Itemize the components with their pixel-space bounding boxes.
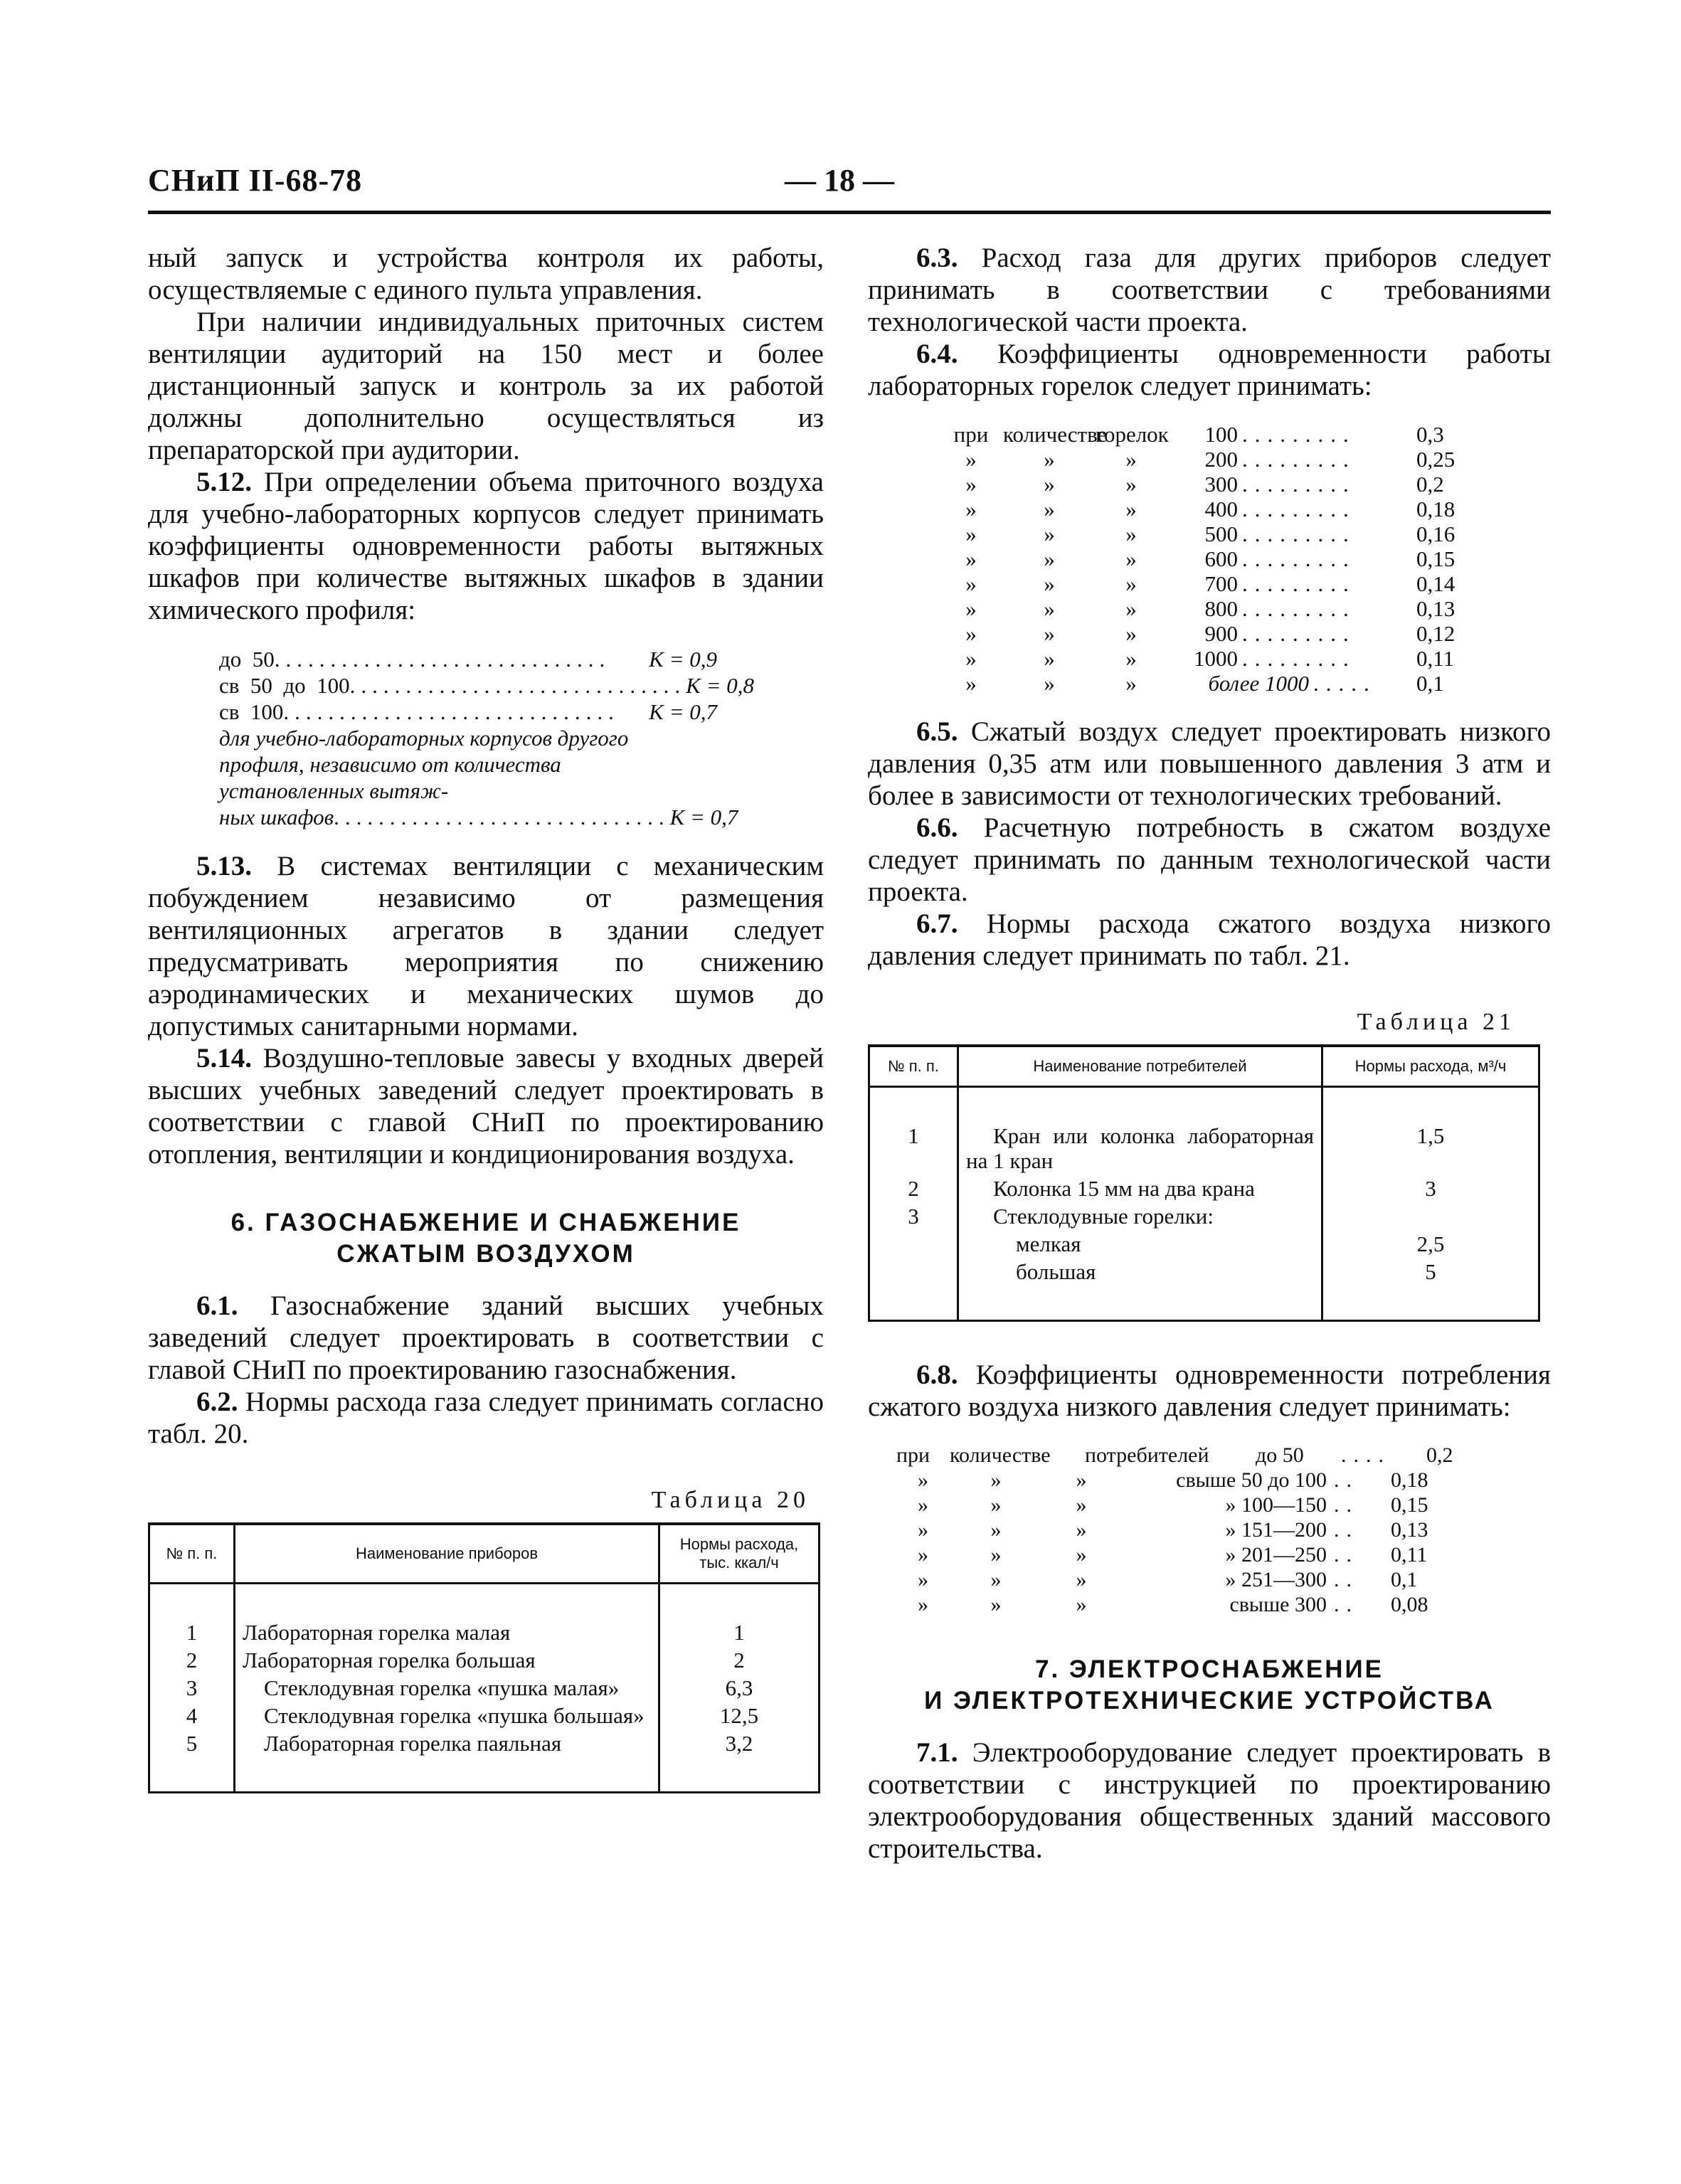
list-word: » [1044, 497, 1055, 521]
list-word: при [953, 422, 989, 447]
list-word: » [918, 1543, 928, 1567]
coef-value: 0,13 [1391, 1518, 1428, 1542]
list-word: » [918, 1518, 928, 1542]
list-word: » [1044, 546, 1055, 571]
table-row [149, 1584, 820, 1647]
page-number: — 18 — [785, 163, 894, 198]
clause-text: Сжатый воздух следует проектировать низкого давления 0,35 атм или повышенного давления 3 атм и более в зависимости от технологических требований. [868, 716, 1551, 811]
table-row [149, 1674, 820, 1702]
list-word: » [965, 571, 977, 596]
section-7-heading [868, 1654, 1551, 1717]
list-word: » [1076, 1593, 1087, 1616]
list-count: 400 [1204, 497, 1238, 521]
list-word: » [1044, 472, 1055, 497]
paragraph-6-2 [148, 1386, 824, 1450]
row-number: 2 [908, 1176, 919, 1201]
row-value: 2 [659, 1646, 820, 1674]
paragraph-5-12 [148, 466, 824, 626]
clause-number: 6.8. [916, 1359, 958, 1390]
list-word: » [990, 1493, 1002, 1517]
coef-value: 0,2 [1416, 472, 1444, 497]
list-count: более 1000 [1208, 671, 1309, 696]
coef-label: св 100 [219, 699, 284, 724]
row-value: 1 [659, 1584, 820, 1647]
list-count: 500 [1204, 521, 1238, 546]
clause-number: 6.1. [196, 1290, 238, 1321]
list-item: при количестве потребителей до 50 .... 0,2 [896, 1443, 1551, 1468]
section-heading-line: 7. ЭЛЕКТРОСНАБЖЕНИЕ [1035, 1655, 1384, 1683]
clause-text: Воздушно-тепловые завесы у входных дверей высших учебных заведений следует проектировать в соответствии с главой СНиП по проектированию отопления, вентиляции и кондиционирования воздуха. [148, 1043, 824, 1170]
list-word: » [1125, 621, 1137, 646]
row-number: 4 [186, 1703, 198, 1728]
list-word: потребителей [1085, 1443, 1209, 1467]
coef-value: 0,15 [1416, 546, 1455, 571]
section-heading-line: СЖАТЫМ ВОЗДУХОМ [336, 1240, 635, 1268]
table-row [149, 1702, 820, 1729]
document-code: СНиП II-68-78 [148, 163, 363, 198]
list-word: » [1125, 521, 1137, 546]
column-header: Нормы расхода, м³/ч [1322, 1046, 1539, 1087]
list-count: 1000 [1194, 646, 1238, 671]
row-value: 2,5 [1322, 1230, 1539, 1258]
list-word: » [918, 1468, 928, 1492]
list-item: » » » свыше 50 до 100 .. 0,18 [896, 1468, 1551, 1493]
list-word: » [1125, 497, 1137, 521]
paragraph-6-4 [868, 338, 1551, 402]
list-word: » [1044, 521, 1055, 546]
coef-value: 0,18 [1416, 497, 1455, 521]
list-word: » [965, 671, 977, 696]
row-value: 12,5 [659, 1702, 820, 1729]
clause-text: При определении объема приточного воздуха для учебно-лабораторных корпусов следует принимать коэффициенты одновременности работы вытяжных шкафов при количестве вытяжных шкафов в здании химического профиля: [148, 467, 824, 625]
list-word: » [965, 497, 977, 521]
list-word: » [965, 472, 977, 497]
table-row [149, 1729, 820, 1793]
row-value: 6,3 [659, 1674, 820, 1702]
clause-number: 5.14. [196, 1043, 252, 1074]
coef-value: 0,3 [1416, 422, 1444, 447]
list-word: » [1044, 596, 1055, 621]
coef-value: 0,11 [1416, 646, 1455, 671]
clause-text: В системах вентиляции с механическим побуждением независимо от размещения вентиляционных агрегатов в здании следует предусматривать мероприятия по снижению аэродинамических и механических шумов до допустимых санитарными нормами. [148, 851, 824, 1041]
paragraph-5-13 [148, 850, 824, 1042]
row-value [1322, 1202, 1539, 1230]
coef-label: ных шкафов [219, 805, 334, 829]
list-count: 100 [1204, 422, 1238, 447]
list-item: » » » 400 ......... 0,18 [939, 497, 1551, 521]
coef-value: 0,12 [1416, 621, 1455, 646]
coef-value: K = 0,9 [649, 647, 717, 672]
list-item: » » » 900 ......... 0,12 [939, 621, 1551, 646]
paragraph-6-8 [868, 1359, 1551, 1423]
clause-text: Газоснабжение зданий высших учебных заведений следует проектировать в соответствии с главой СНиП по проектированию газоснабжения. [148, 1290, 824, 1385]
paragraph-6-1 [148, 1290, 824, 1386]
table-row [869, 1087, 1539, 1175]
table-header-row [869, 1046, 1539, 1087]
row-value: 3 [1322, 1175, 1539, 1202]
row-value: 3,2 [659, 1729, 820, 1793]
list-word: » [918, 1493, 928, 1517]
burner-coefficients [939, 422, 1551, 696]
table-header-row [149, 1524, 820, 1584]
list-word: при [896, 1443, 930, 1467]
list-word: » [1125, 671, 1137, 696]
clause-text: Коэффициенты одновременности потребления сжатого воздуха низкого давления следует принимать: [868, 1359, 1551, 1422]
coef-value: K = 0,7 [669, 805, 738, 829]
list-item: » » » 500 ......... 0,16 [939, 521, 1551, 546]
list-word: » [1125, 546, 1137, 571]
section-6-heading [148, 1207, 824, 1270]
consumer-coefficients [896, 1443, 1551, 1617]
table-20-caption: Таблица 20 [651, 1487, 810, 1513]
clause-number: 5.13. [196, 851, 252, 881]
coef-value: 0,15 [1391, 1493, 1428, 1517]
list-count: 300 [1204, 472, 1238, 497]
list-count: » 151—200 [1225, 1518, 1327, 1542]
list-word: » [965, 521, 977, 546]
row-name: Стеклодувная горелка «пушка малая» [235, 1674, 659, 1702]
list-word: » [1125, 571, 1137, 596]
list-item: ных шкафов .............................. K = 0,7 [219, 805, 738, 829]
paragraph-continuation: ный запуск и устройства контроля их работы, осуществляемые с единого пульта управления. [148, 243, 824, 305]
row-number: 1 [186, 1620, 198, 1645]
clause-text: Электрооборудование следует проектировать в соответствии с инструкцией по проектированию электрооборудования общественных зданий массового строительства. [868, 1737, 1551, 1864]
list-count: свыше 300 [1229, 1593, 1327, 1616]
clause-number: 6.4. [916, 339, 958, 369]
list-count: 200 [1204, 447, 1238, 472]
row-name: Лабораторная горелка большая [235, 1646, 659, 1674]
coef-value: 0,11 [1391, 1543, 1428, 1567]
row-number [869, 1230, 958, 1258]
fume-hood-coefficients [219, 646, 755, 830]
list-word: » [1076, 1493, 1087, 1517]
list-count: 800 [1204, 596, 1238, 621]
row-name: большая [958, 1258, 1322, 1321]
column-header: Наименование потребителей [958, 1046, 1322, 1087]
table-row [149, 1646, 820, 1674]
list-word: » [965, 546, 977, 571]
list-item: » » » 700 ......... 0,14 [939, 571, 1551, 596]
list-word: » [990, 1518, 1002, 1542]
list-word: количестве [1003, 422, 1108, 447]
list-word: » [1125, 646, 1137, 671]
clause-text: Нормы расхода сжатого воздуха низкого давления следует принимать по табл. 21. [868, 908, 1551, 971]
clause-text: Коэффициенты одновременности работы лабораторных горелок следует принимать: [868, 339, 1551, 401]
clause-number: 6.5. [916, 716, 958, 747]
list-word: » [1076, 1468, 1087, 1492]
column-header: Наименование приборов [235, 1524, 659, 1584]
row-number: 1 [908, 1123, 919, 1148]
list-word: горелок [1096, 422, 1169, 447]
list-item: » » » » 100—150 .. 0,15 [896, 1493, 1551, 1517]
list-item: » » » » 201—250 .. 0,11 [896, 1542, 1551, 1567]
list-count: 700 [1204, 571, 1238, 596]
list-count: до 50 [1256, 1443, 1304, 1467]
clause-text: Нормы расхода газа следует принимать согласно табл. 20. [148, 1387, 824, 1449]
clause-number: 5.12. [196, 467, 252, 497]
coef-value: 0,08 [1391, 1593, 1428, 1616]
list-word: » [990, 1593, 1002, 1616]
list-item: » » » 800 ......... 0,13 [939, 596, 1551, 621]
list-word: » [965, 646, 977, 671]
paragraph-6-5 [868, 716, 1551, 812]
list-word: » [965, 621, 977, 646]
clause-number: 6.2. [196, 1387, 238, 1417]
table-21-caption: Таблица 21 [1357, 1009, 1515, 1035]
row-number: 2 [186, 1648, 198, 1673]
list-item: при количестве горелок 100 ......... 0,3 [939, 422, 1551, 447]
list-word: » [1076, 1568, 1087, 1591]
paragraph-6-3 [868, 242, 1551, 338]
table-21 [868, 1044, 1540, 1322]
list-word: » [990, 1543, 1002, 1567]
coef-value: K = 0,8 [686, 673, 755, 698]
list-item: » » » 600 ......... 0,15 [939, 546, 1551, 571]
clause-text: Расчетную потребность в сжатом воздухе следует принимать по данным технологической части проекта. [868, 812, 1551, 907]
list-word: » [918, 1568, 928, 1591]
row-value: 5 [1322, 1258, 1539, 1321]
table-row [869, 1202, 1539, 1230]
table-row [869, 1175, 1539, 1202]
list-word: » [1125, 596, 1137, 621]
paragraph-individual-ventilation: При наличии индивидуальных приточных систем вентиляции аудиторий на 150 мест и более дистанционный запуск и контроль за их работой должны дополнительно осуществляться из препараторской при аудитории. [148, 307, 824, 465]
list-item: св 100 .............................. K = 0,7 [219, 699, 717, 724]
list-count: » 251—300 [1225, 1568, 1327, 1591]
row-name: Лабораторная горелка паяльная [235, 1729, 659, 1793]
list-count: » 201—250 [1225, 1543, 1327, 1567]
coef-value: K = 0,7 [649, 699, 717, 724]
list-word: количестве [950, 1443, 1051, 1467]
coef-label: до 50 [219, 647, 275, 672]
list-word: » [1125, 472, 1137, 497]
table-row [869, 1258, 1539, 1321]
list-word: » [1044, 447, 1055, 472]
list-word: » [918, 1593, 928, 1616]
right-column [868, 242, 1551, 1865]
list-word: » [990, 1468, 1002, 1492]
row-number [869, 1258, 958, 1321]
row-number: 5 [186, 1731, 198, 1756]
left-column [148, 242, 824, 1793]
list-count: 600 [1204, 546, 1238, 571]
row-name: Стеклодувные горелки: [958, 1202, 1322, 1230]
row-name: Кран или колонка лабораторная на 1 кран [958, 1087, 1322, 1175]
coef-value: 0,16 [1416, 521, 1455, 546]
list-word: » [1044, 646, 1055, 671]
column-header: Нормы расхода, тыс. ккал/ч [659, 1524, 820, 1584]
column-header: № п. п. [149, 1524, 235, 1584]
list-item: » » » более 1000 ..... 0,1 [939, 671, 1551, 696]
coef-label: св 50 до 100 [219, 673, 350, 698]
list-item: » » » 1000 ......... 0,11 [939, 646, 1551, 671]
paragraph-6-6 [868, 812, 1551, 908]
list-word: » [965, 447, 977, 472]
list-item: » » » » 151—200 .. 0,13 [896, 1517, 1551, 1542]
clause-number: 6.6. [916, 812, 958, 843]
list-word: » [1044, 671, 1055, 696]
list-word: » [990, 1568, 1002, 1591]
header-rule [148, 211, 1551, 214]
coef-value: 0,25 [1416, 447, 1455, 472]
row-name: Колонка 15 мм на два крана [958, 1175, 1322, 1202]
coef-value: 0,18 [1391, 1468, 1428, 1492]
list-word: » [1076, 1518, 1087, 1542]
list-item: до 50 .............................. K = 0,9 [219, 647, 717, 672]
row-name: мелкая [958, 1230, 1322, 1258]
paragraph-7-1 [868, 1737, 1551, 1865]
list-item: » » » » 251—300 .. 0,1 [896, 1567, 1551, 1592]
row-number: 3 [186, 1675, 198, 1700]
paragraph-5-14 [148, 1042, 824, 1170]
coef-note: для учебно-лабораторных корпусов другого профиля, независимо от количества установленных вытяж- [219, 726, 629, 803]
clause-number: 6.3. [916, 243, 958, 273]
clause-number: 6.7. [916, 908, 958, 939]
clause-number: 7.1. [916, 1737, 958, 1768]
list-item: » » » 200 ......... 0,25 [939, 447, 1551, 472]
column-header: № п. п. [869, 1046, 958, 1087]
paragraph-6-7 [868, 908, 1551, 972]
row-number: 3 [908, 1204, 919, 1229]
list-word: » [1044, 571, 1055, 596]
coef-value: 0,1 [1416, 671, 1444, 696]
section-heading-line: И ЭЛЕКТРОТЕХНИЧЕСКИЕ УСТРОЙСТВА [924, 1687, 1495, 1714]
row-value: 1,5 [1322, 1087, 1539, 1175]
list-count: свыше 50 до 100 [1176, 1468, 1327, 1492]
table-row [869, 1230, 1539, 1258]
clause-text: Расход газа для других приборов следует принимать в соответствии с требованиями технологической части проекта. [868, 243, 1551, 337]
coef-value: 0,1 [1391, 1568, 1418, 1591]
list-word: » [1044, 621, 1055, 646]
coef-value: 0,14 [1416, 571, 1455, 596]
list-item: » » » свыше 300 .. 0,08 [896, 1592, 1551, 1617]
row-name: Стеклодувная горелка «пушка большая» [235, 1702, 659, 1729]
coef-value: 0,13 [1416, 596, 1455, 621]
list-word: » [1125, 447, 1137, 472]
coef-value: 0,2 [1426, 1443, 1453, 1467]
list-word: » [1076, 1543, 1087, 1567]
section-heading-line: 6. ГАЗОСНАБЖЕНИЕ И СНАБЖЕНИЕ [230, 1209, 741, 1236]
list-count: » 100—150 [1225, 1493, 1327, 1517]
list-count: 900 [1204, 621, 1238, 646]
list-word: » [965, 596, 977, 621]
table-20 [148, 1522, 820, 1793]
list-item: св 50 до 100 .............................. K = 0,8 [219, 673, 755, 698]
row-name: Лабораторная горелка малая [235, 1584, 659, 1647]
list-item: » » » 300 ......... 0,2 [939, 472, 1551, 497]
